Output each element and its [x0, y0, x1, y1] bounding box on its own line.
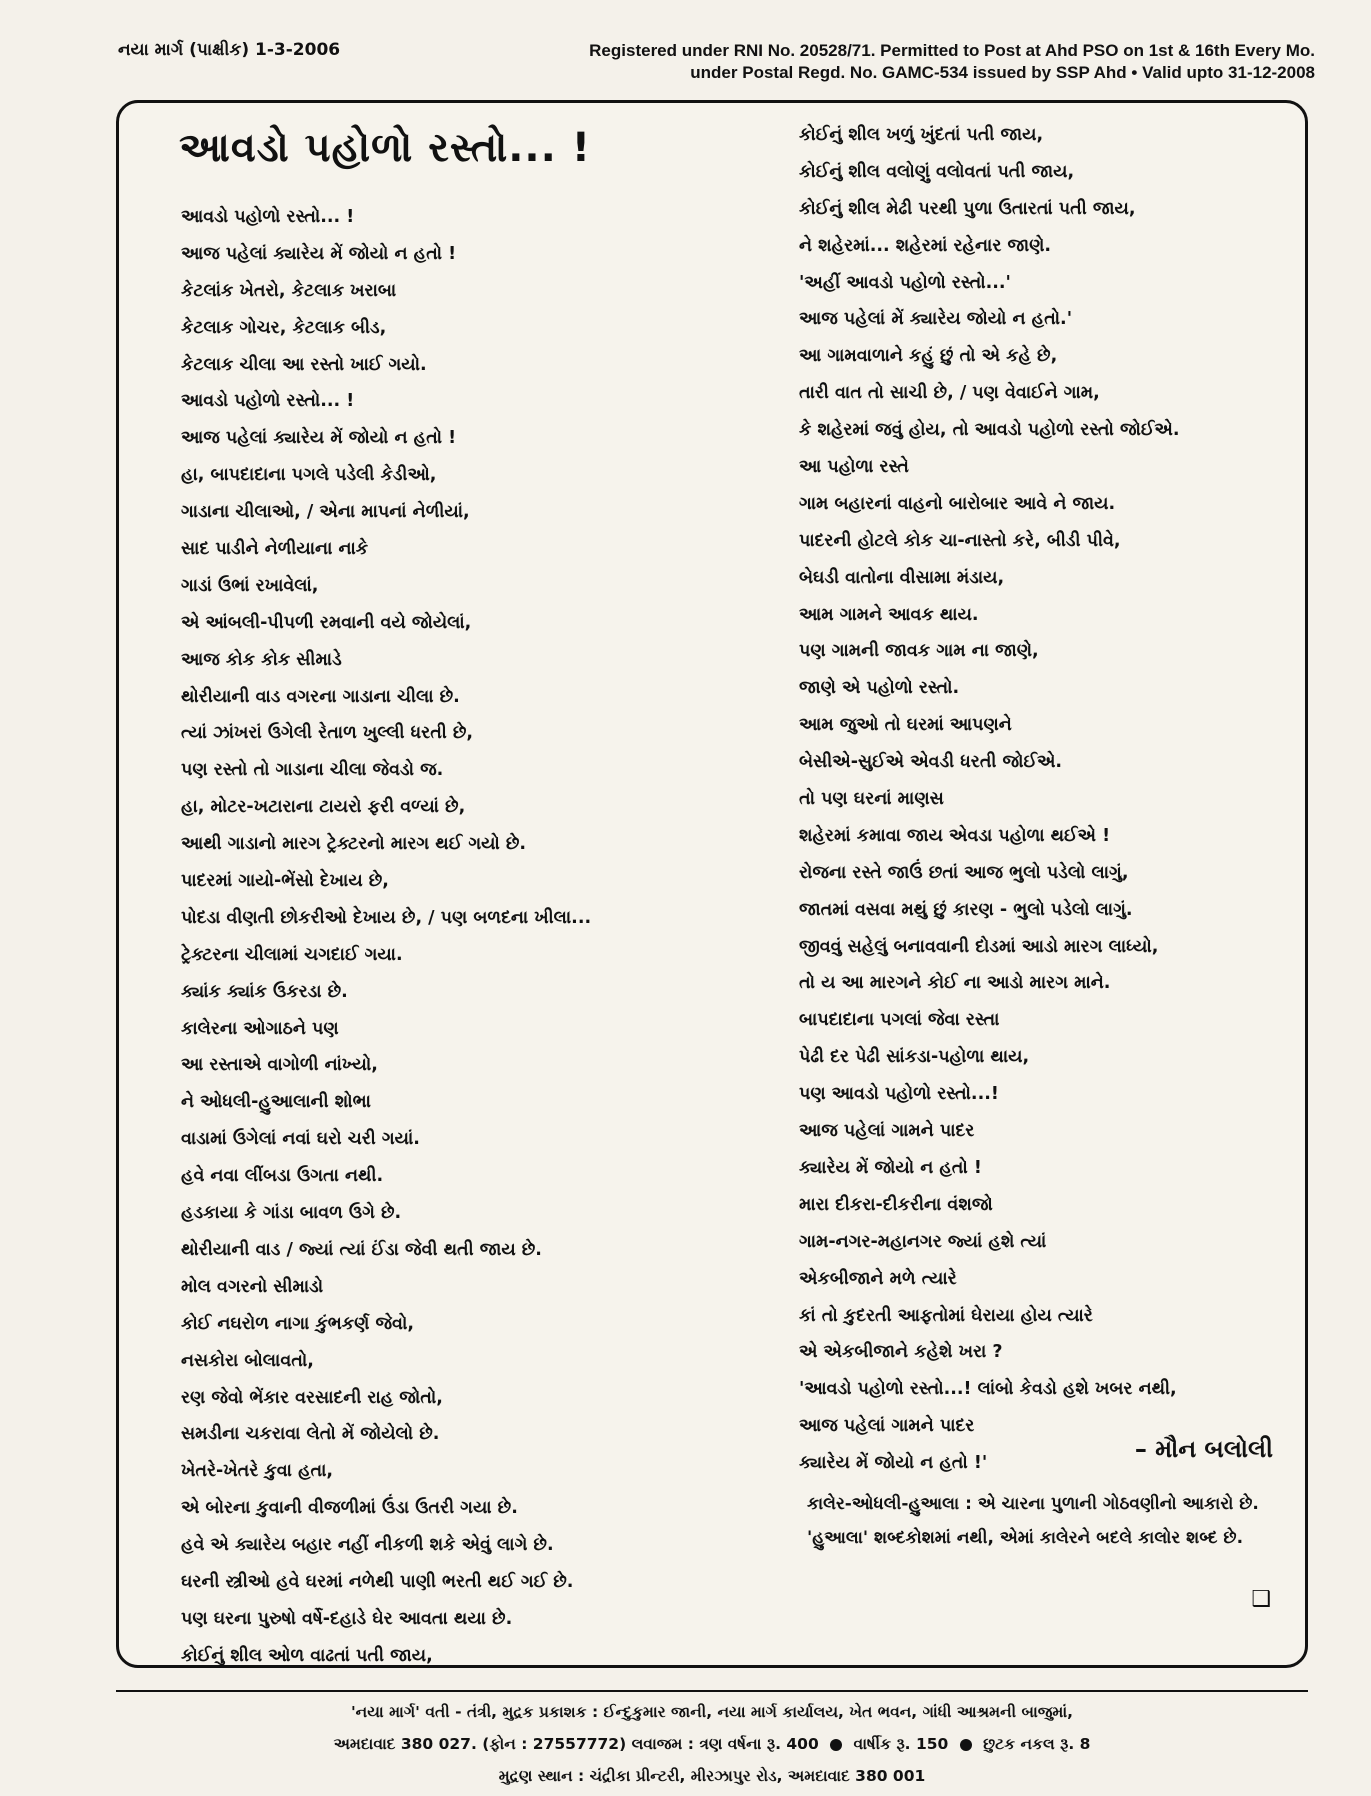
poem-line: એકબીજાને મળે ત્યારે	[799, 1268, 957, 1289]
poem-line: ગામ-નગર-મહાનગર જ્યાં હશે ત્યાં	[799, 1231, 1047, 1252]
poem-line: કેટલાક ચીલા આ રસ્તો ખાઈ ગયો.	[181, 354, 427, 375]
poem-line: કેટલાક ગોચર, કેટલાક બીડ,	[181, 317, 387, 338]
poem-line: પણ ઘરના પુરુષો વર્ષે-દહાડે ઘેર આવતા થયા છે.	[181, 1608, 513, 1629]
footer-line-1: 'નયા માર્ગ' વતી - તંત્રી, મુદ્રક પ્રકાશક : ઈન્દુકુમાર જાની, નયા માર્ગ કાર્યાલય, ખેત ભવન, ગાંધી આશ્રમની બાજુમાં,	[350, 1703, 1074, 1721]
poem-line: હવે એ ક્યારેય બહાર નહીં નીકળી શકે એવું લાગે છે.	[181, 1535, 554, 1556]
poem-line: કેટલાંક ખેતરો, કેટલાક ખરાબા	[181, 280, 397, 301]
poem-line: તો ય આ મારગને કોઈ ના આડો મારગ માને.	[799, 973, 1111, 994]
poem-line: આજ પહેલાં ક્યારેય મેં જોયો ન હતો !	[181, 428, 457, 449]
poem-line: સાદ પાડીને નેળીયાના નાકે	[181, 539, 369, 560]
poem-right-column	[799, 117, 1299, 1482]
footer	[116, 1696, 1308, 1792]
poem-line: આવડો પહોળો રસ્તો... !	[181, 391, 355, 412]
poem-line: હવે નવા લીંબડા ઉગતા નથી.	[181, 1166, 384, 1187]
poem-line: આજ કોક કોક સીમાડે	[181, 649, 342, 670]
poem-line: પાદરની હોટલે કોક ચા-નાસ્તો કરે, બીડી પીવે,	[799, 530, 1121, 551]
poem-line: ક્યારેય મેં જોયો ન હતો !	[799, 1157, 982, 1178]
end-mark-icon: ❑	[1251, 1587, 1271, 1612]
poem-line: બાપદાદાના પગલાં જેવા રસ્તા	[799, 1010, 1000, 1031]
poem-line: ગાડાં ઉભાં રખાવેલાં,	[181, 575, 319, 596]
poem-line: 'આવડો પહોળો રસ્તો...! લાંબો કેવડો હશે ખબર નથી,	[799, 1379, 1177, 1400]
footer-rule	[116, 1690, 1308, 1692]
poem-line: ખેતરે-ખેતરે કુવા હતા,	[181, 1461, 334, 1482]
registration-line-1: Registered under RNI No. 20528/71. Permitted to Post at Ahd PSO on 1st & 16th Every Mo.	[589, 41, 1315, 60]
poem-line: આજ પહેલાં ક્યારેય મેં જોયો ન હતો !	[181, 243, 457, 264]
poem-line: કોઈનું શીલ ઓળ વાઢતાં પતી જાય,	[181, 1645, 433, 1666]
header-left: નયા માર્ગ (પાક્ષીક) 1-3-2006	[118, 40, 341, 60]
poem-line: ને ઓધલી-હુઆલાની શોભા	[181, 1092, 371, 1113]
poem-line: એ એકબીજાને કહેશે ખરા ?	[799, 1342, 1003, 1363]
poem-line: નસકોરા બોલાવતો,	[181, 1350, 314, 1371]
poem-line: ઘરની સ્ત્રીઓ હવે ઘરમાં નળેથી પાણી ભરતી થઈ ગઈ છે.	[181, 1571, 574, 1592]
poem-line: હડકાયા કે ગાંડા બાવળ ઉગે છે.	[181, 1203, 402, 1224]
poem-line: જાણે એ પહોળો રસ્તો.	[799, 678, 960, 699]
poem-line: મોલ વગરનો સીમાડો	[181, 1276, 324, 1297]
poem-title: આવડો પહોળો રસ્તો... !	[179, 125, 591, 171]
poem-line: રોજના રસ્તે જાઉં છતાં આજ ભુલો પડેલો લાગું,	[799, 862, 1129, 883]
poem-line: આમ જુઓ તો ઘરમાં આપણને	[799, 715, 1012, 736]
poem-line: કાં તો કુદરતી આફતોમાં ઘેરાયા હોય ત્યારે	[799, 1305, 1093, 1326]
poem-line: બેઘડી વાતોના વીસામા મંડાય,	[799, 567, 1005, 588]
poem-line: આ રસ્તાએ વાગોળી નાંખ્યો,	[181, 1055, 378, 1076]
poem-line: આજ પહેલાં ગામને પાદર	[799, 1416, 975, 1437]
poem-left-column	[181, 199, 701, 1675]
poem-line: કાલેરના ઓગાઠને પણ	[181, 1018, 339, 1039]
poem-line: ગાડાના ચીલાઓ, / એના માપનાં નેળીયાં,	[181, 502, 470, 523]
poem-line: ને શહેરમાં... શહેરમાં રહેનાર જાણે.	[799, 235, 1052, 256]
poem-line: સમડીના ચકરાવા લેતો મેં જોયેલો છે.	[181, 1424, 440, 1445]
poem-line: વાડામાં ઉગેલાં નવાં ઘરો ચરી ગયાં.	[181, 1129, 420, 1150]
poem-line: કે શહેરમાં જવું હોય, તો આવડો પહોળો રસ્તો જોઈએ.	[799, 420, 1180, 441]
bullet-icon	[830, 1739, 842, 1751]
poem-line: પણ આવડો પહોળો રસ્તો...!	[799, 1084, 999, 1105]
poem-line: ક્યાંક ક્યાંક ઉકરડા છે.	[181, 981, 348, 1002]
poem-frame	[116, 100, 1308, 1668]
poem-line: તો પણ ઘરનાં માણસ	[799, 789, 944, 810]
header-registration	[495, 40, 1315, 84]
poem-line: થોરીયાની વાડ / જ્યાં ત્યાં ઈંડા જેવી થતી જાય છે.	[181, 1239, 542, 1260]
footer-single-copy: છુટક નકલ રૂ. 8	[983, 1735, 1091, 1753]
poem-line: કોઈનું શીલ મેઢી પરથી પુળા ઉતારતાં પતી જાય,	[799, 198, 1136, 219]
poem-line: આજ પહેલાં ગામને પાદર	[799, 1121, 975, 1142]
poem-line: જાતમાં વસવા મથું છું કારણ - ભુલો પડેલો લાગું.	[799, 899, 1133, 920]
footer-subscription: અમદાવાદ 380 027. (ફોન : 27557772) લવાજમ : ત્રણ વર્ષના રૂ. 400	[333, 1735, 819, 1753]
poem-line: બેસીએ-સુઈએ એવડી ધરતી જોઈએ.	[799, 752, 1063, 773]
poem-line: પોદડા વીણતી છોકરીઓ દેખાય છે, / પણ બળદના ખીલા...	[181, 907, 592, 928]
poem-line: આજ પહેલાં મેં ક્યારેય જોયો ન હતો.'	[799, 309, 1073, 330]
poem-line: આમ ગામને આવક થાય.	[799, 604, 979, 625]
poem-line: એ બોરના કુવાની વીજળીમાં ઉંડા ઉતરી ગયા છે.	[181, 1498, 518, 1519]
poem-line: હા, મોટર-ખટારાના ટાયરો ફરી વળ્યાં છે,	[181, 797, 466, 818]
poem-line: આથી ગાડાનો મારગ ટ્રેક્ટરનો મારગ થઈ ગયો છે.	[181, 834, 527, 855]
poem-line: ગામ બહારનાં વાહનો બારોબાર આવે ને જાય.	[799, 493, 1116, 514]
poem-line: પાદરમાં ગાયો-ભેંસો દેખાય છે,	[181, 871, 389, 892]
poem-line: ત્યાં ઝાંખરાં ઉગેલી રેતાળ ખુલ્લી ધરતી છે,	[181, 723, 474, 744]
bullet-icon	[960, 1739, 972, 1751]
poem-line: કોઈનું શીલ વલોણું વલોવતાં પતી જાય,	[799, 161, 1075, 182]
poem-line: તારી વાત તો સાચી છે, / પણ વેવાઈને ગામ,	[799, 383, 1100, 404]
poem-line: થોરીયાની વાડ વગરના ગાડાના ચીલા છે.	[181, 686, 460, 707]
poem-line: આ પહોળા રસ્તે	[799, 457, 909, 478]
poem-line: 'અહીં આવડો પહોળો રસ્તો...'	[799, 272, 1011, 293]
poem-footnote: કાલેર-ઓધલી-હુઆલા : એ ચારના પુળાની ગોઠવણીનો આકારો છે. 'હુઆલા' શબ્દકોશમાં નથી, એમાં કાલેરને બદલે કાલોર શબ્દ છે.	[807, 1494, 1259, 1548]
footer-line-2	[116, 1728, 1308, 1760]
poem-line: જીવવું સહેલું બનાવવાની દોડમાં આડો મારગ લાધ્યો,	[799, 936, 1159, 957]
poem-line: આવડો પહોળો રસ્તો... !	[181, 207, 355, 227]
poem-line: એ આંબલી-પીપળી રમવાની વયે જોયેલાં,	[181, 612, 472, 633]
poem-author: – મૌન બલોલી	[1134, 1435, 1273, 1463]
poem-line: કોઈનું શીલ ખળું ખુંદતાં પતી જાય,	[799, 125, 1044, 145]
poem-line: આ ગામવાળાને કહું છું તો એ કહે છે,	[799, 346, 1058, 367]
poem-line: શહેરમાં કમાવા જાય એવડા પહોળા થઈએ !	[799, 825, 1111, 846]
poem-line: ક્યારેય મેં જોયો ન હતો !'	[799, 1453, 988, 1474]
poem-line: ટ્રેક્ટરના ચીલામાં ચગદાઈ ગયા.	[181, 944, 403, 965]
poem-line: કોઈ નઘરોળ નાગા કુંભકર્ણ જેવો,	[181, 1313, 414, 1334]
poem-line: પણ ગામની જાવક ગામ ના જાણે,	[799, 641, 1039, 662]
poem-line: રણ જેવો ભેંકાર વરસાદની રાહ જોતો,	[181, 1387, 443, 1408]
poem-line: પણ રસ્તો તો ગાડાના ચીલા જેવડો જ.	[181, 760, 444, 781]
poem-line: પેઢી દર પેઢી સાંકડા-પહોળા થાય,	[799, 1047, 1030, 1068]
poem-line: હા, બાપદાદાના પગલે પડેલી કેડીઓ,	[181, 465, 437, 486]
registration-line-2: under Postal Regd. No. GAMC-534 issued by SSP Ahd • Valid upto 31-12-2008	[690, 63, 1315, 82]
footer-line-3: મુદ્રણ સ્થાન : ચંદ્રીકા પ્રીન્ટરી, મીરઝાપુર રોડ, અમદાવાદ 380 001	[498, 1767, 926, 1785]
poem-line: મારા દીકરા-દીકરીના વંશજો	[799, 1194, 993, 1215]
footer-annual: વાર્ષીક રૂ. 150	[853, 1735, 949, 1753]
